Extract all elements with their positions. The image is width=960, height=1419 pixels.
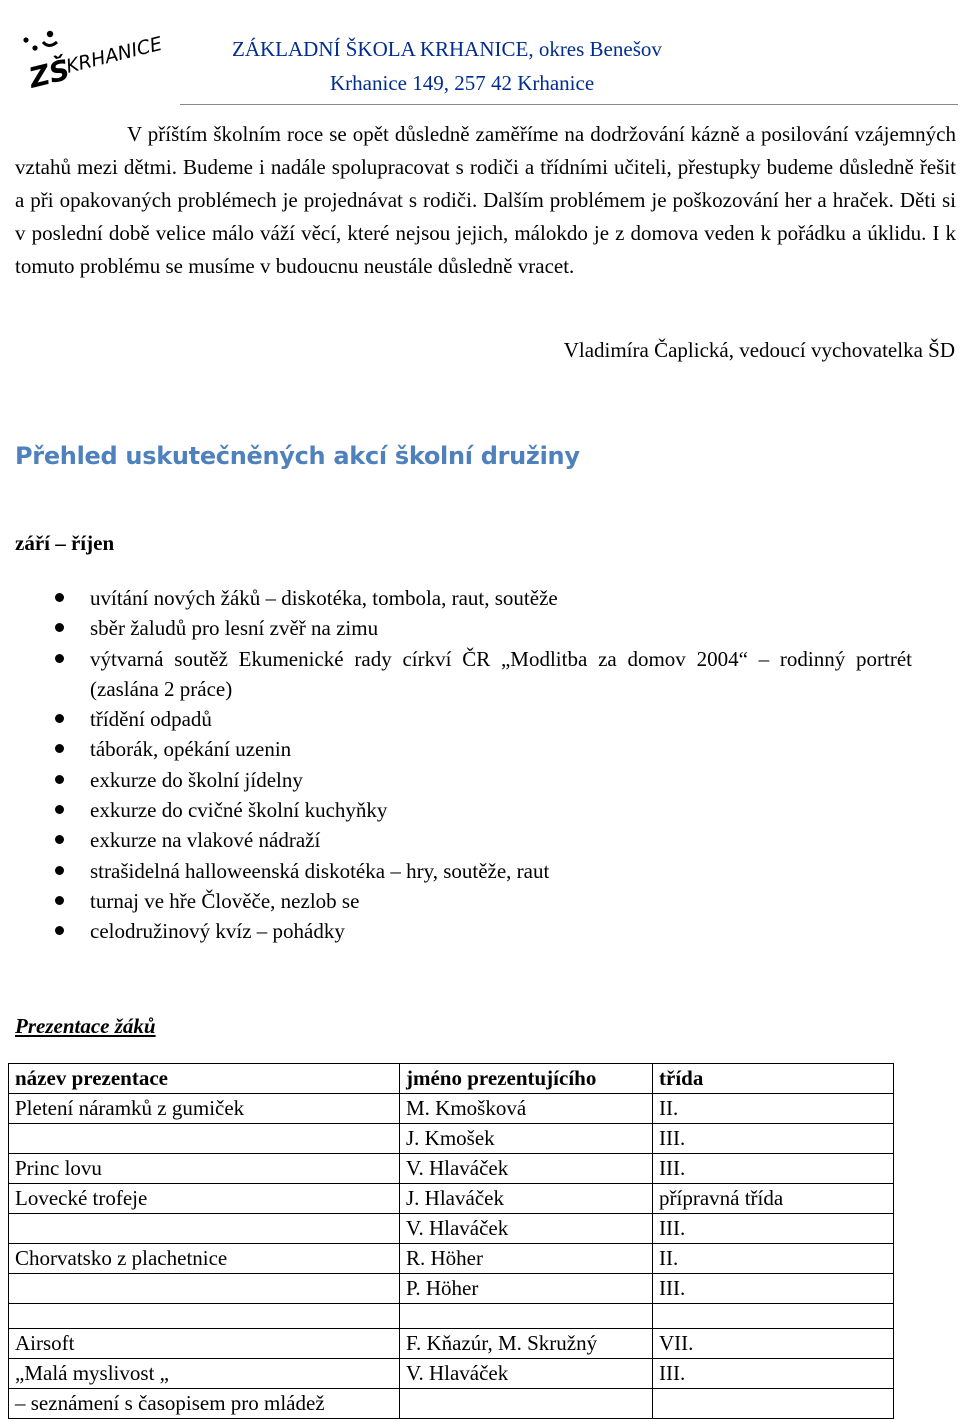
table-row — [9, 1304, 894, 1329]
activity-item — [0, 825, 912, 855]
activity-item — [0, 886, 912, 916]
school-logo — [10, 18, 170, 98]
bullet-icon — [55, 775, 64, 784]
column-header-presenter: jméno prezentujícího — [400, 1064, 653, 1094]
bullet-icon — [55, 593, 64, 602]
table-row — [9, 1184, 894, 1214]
activity-item — [0, 856, 912, 886]
activity-item — [0, 583, 912, 613]
activity-text: celodružinový kvíz – pohádky — [90, 919, 345, 944]
cell-class: III. — [653, 1124, 894, 1154]
column-header-title: název prezentace — [9, 1064, 400, 1094]
presentations-heading: Prezentace žáků — [15, 1014, 156, 1038]
activity-text: táborák, opékání uzenin — [90, 737, 292, 762]
activity-text: exkurze do školní jídelny — [90, 767, 303, 792]
cell-class — [653, 1389, 894, 1419]
bullet-icon — [55, 835, 64, 844]
cell-title: Pletení náramků z gumiček — [9, 1094, 400, 1124]
cell-presenter: V. Hlaváček — [400, 1359, 653, 1389]
activity-item — [0, 704, 912, 734]
column-header-class: třída — [653, 1064, 894, 1094]
activity-item — [0, 916, 912, 946]
cell-presenter — [400, 1389, 653, 1419]
cell-class: III. — [653, 1214, 894, 1244]
table-row — [9, 1359, 894, 1389]
cell-class — [653, 1304, 894, 1329]
cell-class: III. — [653, 1359, 894, 1389]
section-heading: Přehled uskutečněných akcí školní družiny — [15, 442, 580, 470]
intro-section — [15, 118, 956, 283]
activity-text: exkurze do cvičné školní kuchyňky — [90, 798, 388, 823]
cell-title — [9, 1214, 400, 1244]
cell-title — [9, 1124, 400, 1154]
table-row — [9, 1244, 894, 1274]
activity-item — [0, 613, 912, 643]
school-name: ZÁKLADNÍ ŠKOLA KRHANICE, okres Benešov — [232, 37, 662, 61]
table-row — [9, 1274, 894, 1304]
cell-title — [9, 1304, 400, 1329]
activity-item — [0, 795, 912, 825]
activity-text: turnaj ve hře Člověče, nezlob se — [90, 888, 360, 913]
table-row — [9, 1389, 894, 1419]
table-row — [9, 1214, 894, 1244]
bullet-icon — [55, 744, 64, 753]
bullet-icon — [55, 654, 64, 663]
school-address: Krhanice 149, 257 42 Krhanice — [330, 71, 595, 95]
cell-presenter: F. Kňazúr, M. Skružný — [400, 1329, 653, 1359]
cell-title: Airsoft — [9, 1329, 400, 1359]
cell-presenter: R. Höher — [400, 1244, 653, 1274]
activity-text: exkurze na vlakové nádraží — [90, 828, 321, 853]
activity-item — [0, 644, 912, 705]
school-logo-graphic — [10, 18, 170, 98]
cell-presenter: P. Höher — [400, 1274, 653, 1304]
header-divider — [180, 104, 958, 105]
cell-title: Lovecké trofeje — [9, 1184, 400, 1214]
bullet-icon — [55, 623, 64, 632]
cell-presenter: V. Hlaváček — [400, 1214, 653, 1244]
table-row — [9, 1329, 894, 1359]
cell-class: II. — [653, 1244, 894, 1274]
table-header-row — [9, 1064, 894, 1094]
activity-text: uvítání nových žáků – diskotéka, tombola, raut, soutěže — [90, 586, 558, 610]
cell-presenter: J. Hlaváček — [400, 1184, 653, 1214]
table-row — [9, 1154, 894, 1184]
activity-text: strašidelná halloweenská diskotéka – hry, soutěže, raut — [90, 858, 550, 883]
intro-paragraph: V příštím školním roce se opět důsledně zaměříme na dodržování kázně a posilování vzájemných vztahů mezi dětmi. Budeme i nadále spolupracovat s rodiči a třídními učiteli, přestupky budeme důsledně řešit a při opakovaných problémech je projednávat s rodiči. Dalším problémem je poškozování her a hraček. Děti si v poslední době velice málo váží věcí, které nejsou jejich, málokdo je z domova veden k pořádku a úklidu. I k tomuto problému se musíme v budoucnu neustále důsledně vracet. — [15, 122, 956, 278]
activity-text: třídění odpadů — [90, 707, 212, 732]
cell-class: III. — [653, 1154, 894, 1184]
cell-presenter — [400, 1304, 653, 1329]
cell-class: III. — [653, 1274, 894, 1304]
bullet-icon — [55, 805, 64, 814]
activity-text: výtvarná soutěž Ekumenické rady církví ČR „Modlitba za domov 2004“ – rodinný portrét (zaslána 2 práce) — [90, 646, 912, 701]
cell-title — [9, 1274, 400, 1304]
table-row — [9, 1094, 894, 1124]
cell-title: Princ lovu — [9, 1154, 400, 1184]
bullet-icon — [55, 896, 64, 905]
bullet-icon — [55, 714, 64, 723]
cell-title: Chorvatsko z plachetnice — [9, 1244, 400, 1274]
cell-class: přípravná třída — [653, 1184, 894, 1214]
activities-list — [0, 583, 960, 947]
presentations-table — [8, 1063, 894, 1419]
cell-class: II. — [653, 1094, 894, 1124]
period-heading: září – říjen — [15, 531, 115, 555]
bullet-icon — [55, 866, 64, 875]
cell-presenter: M. Kmošková — [400, 1094, 653, 1124]
activity-text: sběr žaludů pro lesní zvěř na zimu — [90, 616, 379, 641]
activity-item — [0, 765, 912, 795]
cell-title: „Malá myslivost „ — [9, 1359, 400, 1389]
cell-title: – seznámení s časopisem pro mládež — [9, 1389, 400, 1419]
table-row — [9, 1124, 894, 1154]
svg-text:ZŠ: ZŠ — [25, 52, 73, 95]
bullet-icon — [55, 926, 64, 935]
cell-presenter: J. Kmošek — [400, 1124, 653, 1154]
signature: Vladimíra Čaplická, vedoucí vychovatelka ŠD — [563, 338, 955, 362]
page-header — [0, 0, 960, 106]
svg-text:KRHANICE: KRHANICE — [63, 32, 165, 78]
cell-presenter: V. Hlaváček — [400, 1154, 653, 1184]
cell-class: VII. — [653, 1329, 894, 1359]
activity-item — [0, 734, 912, 764]
